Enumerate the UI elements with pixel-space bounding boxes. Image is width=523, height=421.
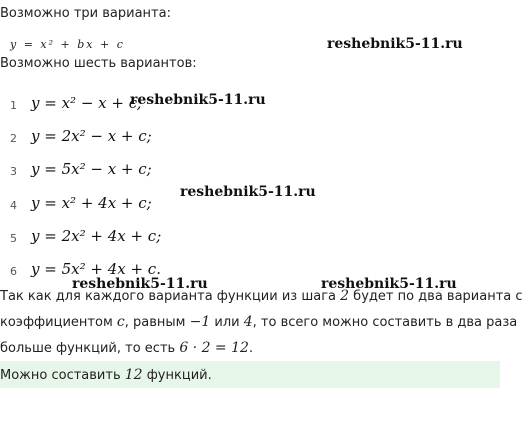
list-number: 2 xyxy=(10,132,17,145)
paragraph-line-1 xyxy=(0,286,523,307)
cut-formula-line: y = x² + bx + c xyxy=(10,38,125,51)
list-formula: y = 2x² − x + c; xyxy=(31,127,152,145)
para-text: будет по два варианта с xyxy=(349,289,523,304)
list-number: 6 xyxy=(10,265,17,278)
math-equation: 6 · 2 = 12 xyxy=(179,340,249,356)
math-number: −1 xyxy=(189,314,211,330)
conclusion-part: функций. xyxy=(142,368,212,383)
list-formula: y = 5x² + 4x + c. xyxy=(31,260,161,278)
conclusion-box xyxy=(0,361,500,388)
watermark-2: reshebnik5-11.ru xyxy=(130,92,266,108)
list-formula: y = 2x² + 4x + c; xyxy=(31,227,162,245)
conclusion-part: Можно составить xyxy=(0,368,125,383)
paragraph-line-2 xyxy=(0,312,517,333)
conclusion-text xyxy=(0,365,212,386)
watermark-5: reshebnik5-11.ru xyxy=(321,276,457,292)
para-text: Так как для каждого варианта функции из шага xyxy=(0,289,341,304)
watermark-4: reshebnik5-11.ru xyxy=(72,276,208,292)
math-variable: c xyxy=(116,314,125,330)
list-number: 3 xyxy=(10,165,17,178)
list-number: 4 xyxy=(10,199,17,212)
para-text: больше функций, то есть xyxy=(0,341,180,356)
intro-text: Возможно три варианта: xyxy=(0,6,171,21)
six-variants-text: Возможно шесть вариантов: xyxy=(0,56,197,71)
para-text: . xyxy=(248,341,254,356)
list-formula: y = x² − x + c; xyxy=(31,94,143,112)
list-formula: y = 5x² − x + c; xyxy=(31,160,152,178)
para-text: , то всего можно составить в два раза xyxy=(252,315,518,330)
paragraph-line-3 xyxy=(0,338,253,359)
list-number: 5 xyxy=(10,232,17,245)
para-text: коэффициентом xyxy=(0,315,117,330)
math-number: 4 xyxy=(243,314,253,330)
para-text: или xyxy=(210,315,244,330)
watermark-3: reshebnik5-11.ru xyxy=(180,184,316,200)
para-text: , равным xyxy=(124,315,190,330)
list-number: 1 xyxy=(10,99,17,112)
list-formula: y = x² + 4x + c; xyxy=(31,194,152,212)
math-number: 2 xyxy=(340,288,350,304)
watermark-1: reshebnik5-11.ru xyxy=(327,36,463,52)
math-number: 12 xyxy=(124,367,143,383)
